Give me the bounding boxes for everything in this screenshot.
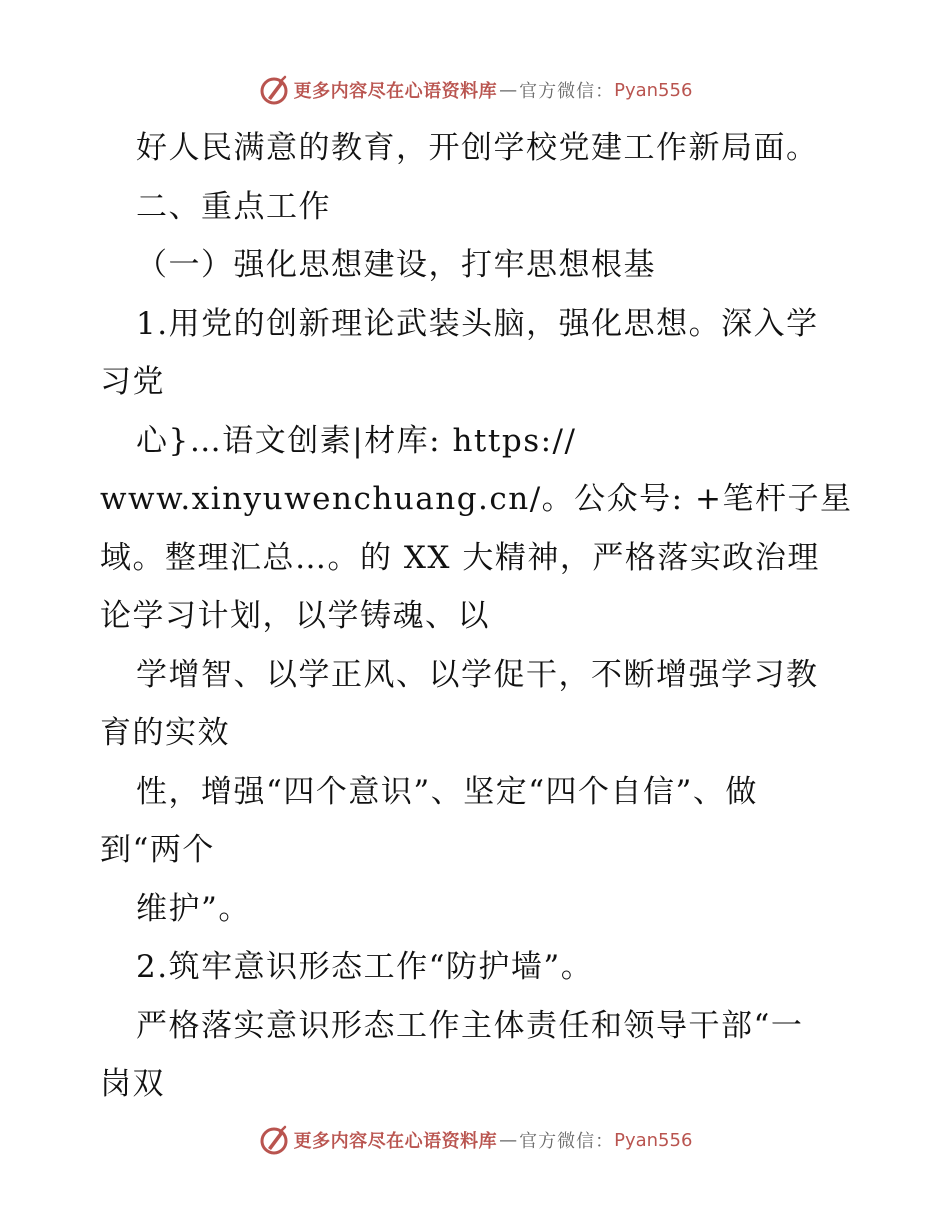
text-line: 到“两个 — [100, 832, 215, 868]
banner-wechat-label: 官方微信： — [519, 81, 615, 102]
text-line: 好人民满意的教育，开创学校党建工作新局面。 — [136, 130, 819, 166]
text-line: 2.筑牢意识形态工作“防护墙”。 — [136, 949, 594, 985]
banner-separator: — — [499, 1129, 518, 1151]
text-line: 岗双 — [100, 1066, 165, 1102]
banner-title: 更多内容尽在心语资料库 — [293, 81, 498, 102]
text-line: www.xinyuwenchuang.cn/。公众号: +笔杆子星 — [100, 481, 853, 517]
quill-logo-icon — [258, 74, 290, 106]
quill-logo-icon — [258, 1124, 290, 1156]
text-line: 论学习计划，以学铸魂、以 — [100, 598, 490, 634]
text-line: 性，增强“四个意识”、坚定“四个自信”、做 — [136, 774, 758, 810]
text-line: 学增智、以学正风、以学促干，不断增强学习教 — [136, 657, 819, 693]
text-line: 心}…语文创素|材库: https:// — [136, 423, 577, 459]
banner-wechat-id: Pyan556 — [614, 1129, 693, 1151]
text-line: 维护”。 — [136, 891, 251, 927]
section-heading: 二、重点工作 — [136, 189, 331, 225]
banner-wechat-id: Pyan556 — [614, 79, 693, 101]
header-banner — [0, 70, 950, 110]
text-line: 习党 — [100, 364, 165, 400]
banner-separator: — — [499, 79, 518, 101]
banner-wechat-label: 官方微信： — [519, 1131, 615, 1152]
text-line: 育的实效 — [100, 715, 230, 751]
banner-title: 更多内容尽在心语资料库 — [293, 1131, 498, 1152]
text-line: 域。整理汇总…。的 XX 大精神，严格落实政治理 — [100, 540, 820, 576]
text-line: 1.用党的创新理论武装头脑，强化思想。深入学 — [136, 306, 819, 342]
footer-banner — [0, 1120, 950, 1160]
text-line: 严格落实意识形态工作主体责任和领导干部“一 — [136, 1008, 804, 1044]
subsection-heading: （一）强化思想建设，打牢思想根基 — [136, 247, 656, 283]
